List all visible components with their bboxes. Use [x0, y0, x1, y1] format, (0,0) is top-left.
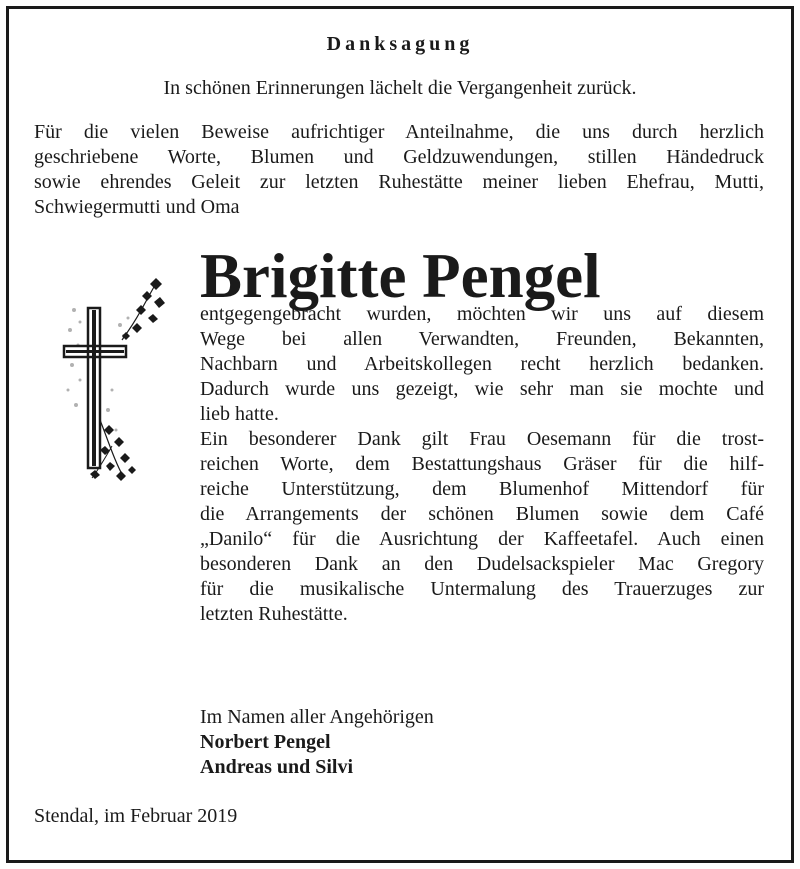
- body-paragraph: [200, 302, 764, 627]
- notice-motto: In schönen Erinnerungen lächelt die Vergangenheit zurück.: [163, 77, 637, 99]
- body-line: besonderen Dank an den Dudelsackspieler Mac Gregory: [200, 553, 764, 575]
- body-line: „Danilo“ für die Ausrichtung der Kaffeetafel. Auch einen: [200, 528, 764, 550]
- signature-block: [200, 705, 434, 780]
- body-line: für die musikalische Untermalung des Trauerzuges zur: [200, 578, 764, 600]
- body-line: Dadurch wurde uns gezeigt, wie sehr man sie mochte und: [200, 378, 764, 400]
- body-line: Ein besonderer Dank gilt Frau Oesemann für die trost-: [200, 428, 764, 450]
- intro-line: Für die vielen Beweise aufrichtiger Anteilnahme, die uns durch herzlich: [34, 121, 764, 143]
- body-line: letzten Ruhestätte.: [200, 603, 348, 625]
- cross-with-ivy-icon: [50, 270, 180, 490]
- body-line: entgegengebracht wurden, möchten wir uns auf diesem: [200, 303, 764, 325]
- intro-line: Schwiegermutti und Oma: [34, 196, 240, 218]
- body-line: reichen Worte, dem Bestattungshaus Gräser für die hilf-: [200, 453, 764, 475]
- signature-intro: Im Namen aller Angehörigen: [200, 706, 434, 728]
- signature-name: Norbert Pengel: [200, 731, 331, 753]
- body-line: die Arrangements der schönen Blumen sowie dem Café: [200, 503, 764, 525]
- intro-paragraph: [34, 120, 764, 220]
- deceased-name: Brigitte Pengel: [200, 241, 601, 311]
- signature-name: Andreas und Silvi: [200, 756, 354, 778]
- notice-heading: Danksagung: [326, 33, 474, 55]
- intro-line: geschriebene Worte, Blumen und Geldzuwendungen, stillen Händedruck: [34, 146, 764, 168]
- body-line: Nachbarn und Arbeitskollegen recht herzlich bedanken.: [200, 353, 764, 375]
- body-line: lieb hatte.: [200, 403, 279, 425]
- body-line: reiche Unterstützung, dem Blumenhof Mittendorf für: [200, 478, 764, 500]
- place-date: Stendal, im Februar 2019: [34, 805, 238, 827]
- intro-line: sowie ehrendes Geleit zur letzten Ruhestätte meiner lieben Ehefrau, Mutti,: [34, 171, 764, 193]
- body-line: Wege bei allen Verwandten, Freunden, Bekannten,: [200, 328, 764, 350]
